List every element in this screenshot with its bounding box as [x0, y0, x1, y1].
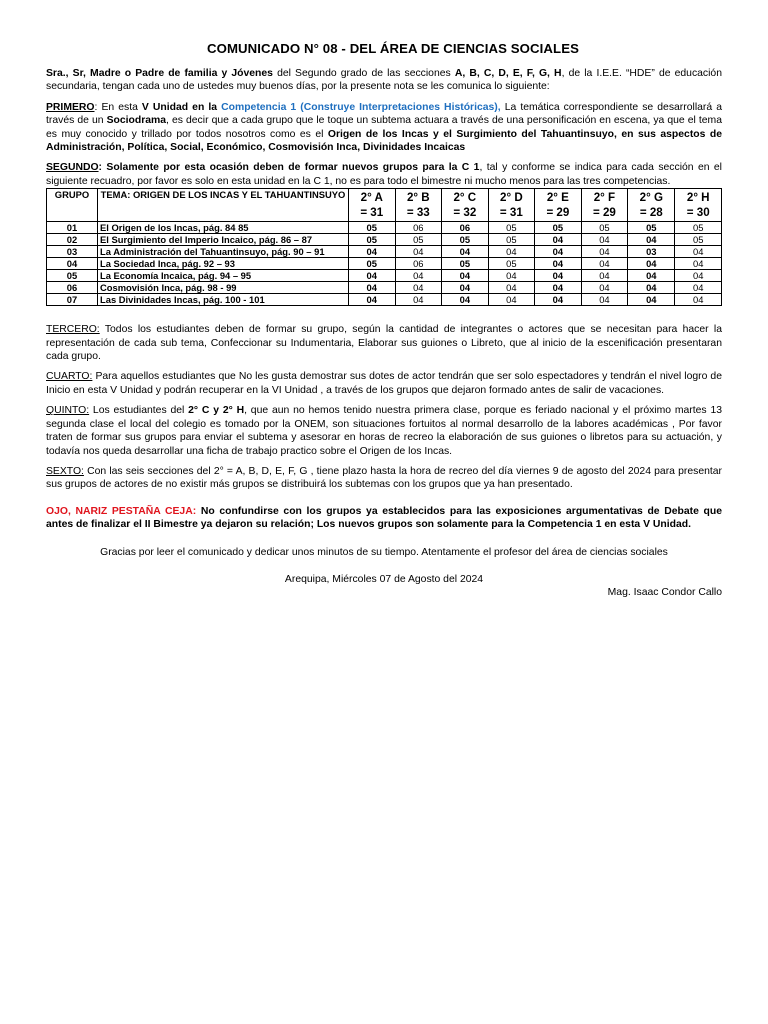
segundo-label: SEGUNDO	[46, 162, 99, 174]
header-section: 2° B = 33	[395, 189, 442, 222]
primero-paragraph	[46, 101, 722, 155]
intro-addressees: Sra., Sr, Madre o Padre de familia y Jóvenes	[46, 68, 273, 79]
group-count: 05	[442, 258, 489, 270]
group-count: 05	[488, 258, 535, 270]
table-row	[47, 270, 722, 282]
group-count: 04	[675, 258, 722, 270]
group-count: 04	[535, 246, 582, 258]
quinto-text-2: , que aun no hemos tenido nuestra primera clase, porque es feriado nacional y el próximo martes 13 segunda clase el local del colegio es tomado por la ONEM, son situaciones fortuitos al normal desarrollo de la labores académicas , Por favor traten de formar sus grupos para enviar el subtema y asesorar en horas de recreo la elaboración de sus guiones o libretos para su actuación, y todavía nos queda desarrollar una ficha de trabajo practico sobre el Origen de los Incas.	[46, 405, 723, 457]
group-count: 04	[535, 282, 582, 294]
group-count: 05	[675, 234, 722, 246]
group-count: 04	[675, 270, 722, 282]
header-tema: TEMA: ORIGEN DE LOS INCAS Y EL TAHUANTINSUYO	[98, 189, 349, 222]
group-topic: El Origen de los Incas, pág. 84 85	[98, 222, 349, 234]
group-count: 04	[488, 246, 535, 258]
group-number: 06	[47, 282, 98, 294]
group-count: 04	[628, 282, 675, 294]
intro-sections: A, B, C, D, E, F, G, H	[454, 68, 562, 79]
group-count: 04	[581, 282, 628, 294]
table-header-row	[47, 189, 722, 222]
group-count: 04	[581, 294, 628, 306]
tercero-text: Todos los estudiantes deben de formar su grupo, según la cantidad de integrantes o actores que se necesitan para hacer la representación de cada sub tema, Confeccionar su Indumentaria, Elaborar sus guiones o Libreto, que al inicio de la escenificación presentaran cada grupo.	[46, 324, 722, 363]
group-count: 06	[442, 222, 489, 234]
group-count: 04	[349, 270, 396, 282]
group-count: 04	[442, 282, 489, 294]
intro-text-1: del Segundo grado de las secciones	[272, 68, 455, 79]
tercero-label: TERCERO:	[46, 324, 100, 336]
intro-paragraph	[46, 67, 722, 94]
group-count: 04	[581, 234, 628, 246]
table-row	[47, 246, 722, 258]
primero-competencia: Competencia 1 (Construye Interpretaciones Históricas),	[217, 101, 501, 113]
header-section: 2° D = 31	[488, 189, 535, 222]
cuarto-label: CUARTO:	[46, 371, 93, 383]
group-count: 04	[628, 270, 675, 282]
group-count: 04	[488, 294, 535, 306]
group-topic: La Economía Incaica, pág. 94 – 95	[98, 270, 349, 282]
primero-topic: Origen de los Incas y el Surgimiento del Tahuantinsuyo, en sus aspectos de Administración, Política, Social, Económico, Cosmovisión Inca, Divinidades Incaicas	[46, 128, 722, 154]
group-count: 05	[442, 234, 489, 246]
group-count: 04	[395, 270, 442, 282]
group-count: 05	[488, 222, 535, 234]
group-number: 02	[47, 234, 98, 246]
quinto-text-1: Los estudiantes del	[89, 405, 189, 417]
sexto-label: SEXTO:	[46, 465, 84, 477]
header-section: 2° E = 29	[535, 189, 582, 222]
group-count: 04	[395, 246, 442, 258]
primero-text-3: , es decir que a cada grupo que le toque un subtema actuara a través de una personificación en escena, ya que el tema es muy conocido y trillado por todos nosotros como es el	[46, 115, 722, 140]
group-count: 04	[675, 294, 722, 306]
table-row	[47, 294, 722, 306]
group-count: 05	[349, 258, 396, 270]
group-count: 04	[581, 246, 628, 258]
table-row	[47, 282, 722, 294]
intro-text-2: , de la I.E.E. “HDE” de educación secundaria, tengan cada uno de ustedes muy buenos días, por la presente nota se les comunica lo siguiente:	[46, 68, 722, 93]
group-count: 05	[395, 234, 442, 246]
header-section: 2° H = 30	[675, 189, 722, 222]
ojo-warning-label: OJO, NARIZ PESTAÑA CEJA:	[46, 505, 197, 517]
cuarto-text: Para aquellos estudiantes que No les gusta demostrar sus dotes de actor tendrán que ser solo espectadores y tendrán el nivel logro de Inicio en esta V Unidad y podrán recuperar en la VI Unidad , a través de los grupos que dejaron formado antes de salir de vacaciones.	[46, 371, 722, 396]
communique-page	[46, 41, 722, 600]
group-count: 04	[535, 258, 582, 270]
tercero-paragraph	[46, 323, 722, 363]
table-row	[47, 234, 722, 246]
group-count: 05	[628, 222, 675, 234]
primero-text-1: : En esta	[94, 101, 142, 113]
group-count: 04	[349, 246, 396, 258]
segundo-text: , tal y conforme se indica para cada sección en el siguiente recuadro, por favor es solo en esta unidad en la C 1, no es para todo el bimestre ni mucho menos para las tres competencias.	[46, 162, 722, 187]
group-number: 07	[47, 294, 98, 306]
group-topic: El Surgimiento del Imperio Incaico, pág. 86 – 87	[98, 234, 349, 246]
group-number: 03	[47, 246, 98, 258]
group-count: 05	[349, 234, 396, 246]
group-count: 04	[488, 282, 535, 294]
segundo-paragraph	[46, 161, 722, 188]
thanks-text: Gracias por leer el comunicado y dedicar unos minutos de su tiempo. Atentamente el profesor del área de ciencias sociales	[100, 546, 668, 558]
group-number: 01	[47, 222, 98, 234]
group-count: 05	[535, 222, 582, 234]
group-count: 04	[488, 270, 535, 282]
group-count: 04	[628, 258, 675, 270]
group-count: 04	[535, 270, 582, 282]
group-count: 03	[628, 246, 675, 258]
group-count: 04	[535, 294, 582, 306]
header-section: 2° A = 31	[349, 189, 396, 222]
groups-table	[46, 188, 722, 306]
group-count: 04	[442, 246, 489, 258]
quinto-paragraph	[46, 404, 722, 458]
group-count: 04	[581, 258, 628, 270]
date-line: Arequipa, Miércoles 07 de Agosto del 2024	[284, 573, 484, 585]
header-section: 2° F = 29	[581, 189, 628, 222]
group-number: 04	[47, 258, 98, 270]
ojo-text: No confundirse con los grupos ya establecidos para las exposiciones argumentativas de Debate que antes de finalizar el II Bimestre ya dejaron su relación; Los nuevos grupos son solamente para la Competencia 1 en esta V Unidad.	[46, 505, 722, 531]
group-count: 04	[628, 234, 675, 246]
group-count: 04	[535, 234, 582, 246]
ojo-paragraph	[46, 505, 722, 532]
header-section: 2° G = 28	[628, 189, 675, 222]
table-row	[47, 222, 722, 234]
group-count: 05	[581, 222, 628, 234]
segundo-bold-text: : Solamente por esta ocasión deben de formar nuevos grupos para la C 1	[98, 162, 480, 174]
group-count: 04	[442, 294, 489, 306]
group-topic: Cosmovisión Inca, pág. 98 - 99	[98, 282, 349, 294]
primero-unit: V Unidad en la	[141, 101, 218, 113]
group-count: 04	[349, 294, 396, 306]
table-row	[47, 258, 722, 270]
group-topic: La Administración del Tahuantinsuyo, pág. 90 – 91	[98, 246, 349, 258]
group-count: 04	[628, 294, 675, 306]
sexto-paragraph	[46, 465, 722, 492]
group-count: 05	[349, 222, 396, 234]
group-number: 05	[47, 270, 98, 282]
primero-label: PRIMERO	[46, 101, 95, 113]
group-count: 04	[395, 282, 442, 294]
group-count: 04	[395, 294, 442, 306]
group-count: 05	[675, 222, 722, 234]
group-count: 05	[488, 234, 535, 246]
group-count: 04	[442, 270, 489, 282]
quinto-sections: 2° C y 2° H	[188, 405, 245, 417]
cuarto-paragraph	[46, 370, 722, 397]
group-count: 06	[395, 258, 442, 270]
group-topic: La Sociedad Inca, pág. 92 – 93	[98, 258, 349, 270]
primero-text-2: La temática correspondiente se desarrollará a través de un	[46, 101, 722, 127]
quinto-label: QUINTO:	[46, 405, 90, 417]
header-section: 2° C = 32	[442, 189, 489, 222]
signature: Mag. Isaac Condor Callo	[607, 587, 722, 599]
page-title: COMUNICADO N° 08 - DEL ÁREA DE CIENCIAS SOCIALES	[206, 41, 580, 56]
group-count: 04	[349, 282, 396, 294]
sexto-text: Con las seis secciones del 2° = A, B, D, E, F, G , tiene plazo hasta la hora de recreo del día viernes 9 de agosto del 2024 para presentar sus grupos de actores de no existir más grupos se distribuirá los subtemas con los grupos que ya han presentado.	[46, 465, 722, 491]
group-topic: Las Divinidades Incas, pág. 100 - 101	[98, 294, 349, 306]
group-count: 06	[395, 222, 442, 234]
group-count: 04	[675, 246, 722, 258]
group-count: 04	[675, 282, 722, 294]
header-grupo: GRUPO	[47, 189, 98, 222]
group-count: 04	[581, 270, 628, 282]
primero-sociodrama: Sociodrama	[106, 115, 167, 127]
